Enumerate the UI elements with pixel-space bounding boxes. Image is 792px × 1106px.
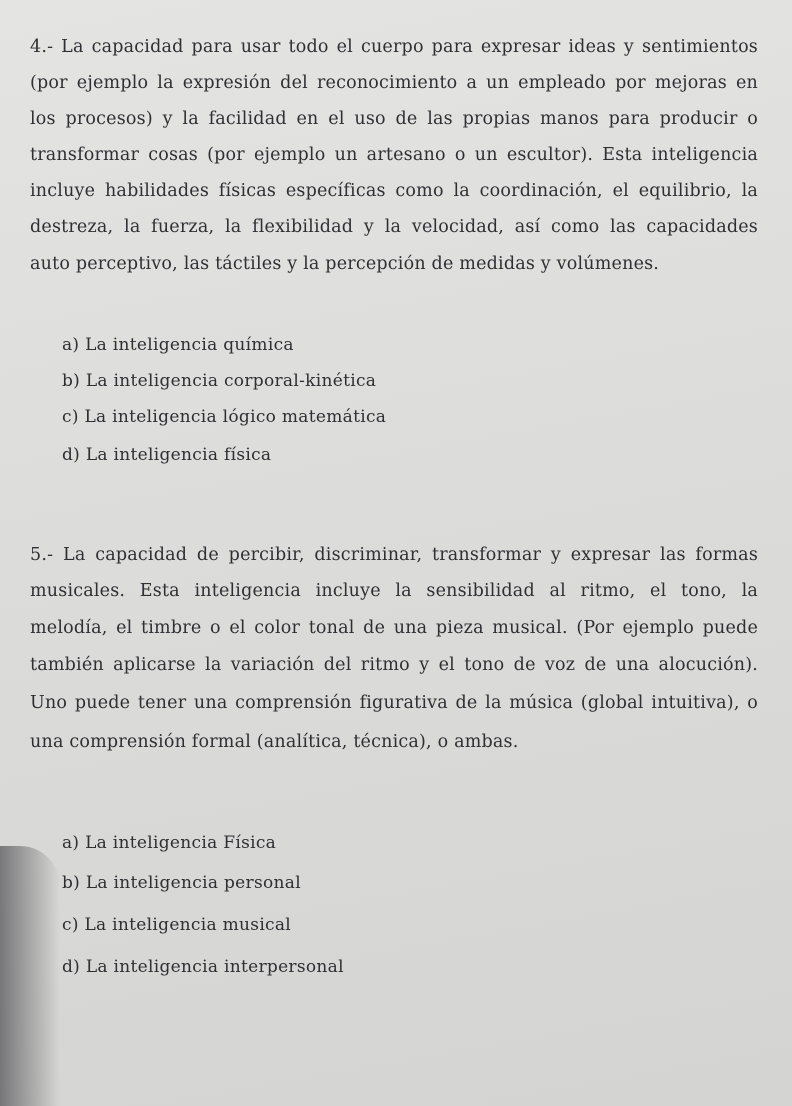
option-a[interactable]: a) La inteligencia Física	[62, 833, 277, 853]
option-d[interactable]: d) La inteligencia interpersonal	[62, 957, 344, 977]
question-4-line: auto perceptivo, las táctiles y la percepción de medidas y volúmenes.	[30, 254, 660, 274]
option-c[interactable]: c) La inteligencia lógico matemática	[62, 407, 387, 427]
question-4-line: (por ejemplo la expresión del reconocimiento a un empleado por mejoras en	[30, 73, 758, 93]
question-4-line: transformar cosas (por ejemplo un artesano o un escultor). Esta inteligencia	[30, 145, 758, 165]
question-5-line: musicales. Esta inteligencia incluye la sensibilidad al ritmo, el tono, la	[30, 581, 758, 601]
question-5-line: Uno puede tener una comprensión figurativa de la música (global intuitiva), o	[30, 693, 758, 713]
option-a[interactable]: a) La inteligencia química	[62, 335, 294, 355]
option-b[interactable]: b) La inteligencia personal	[62, 873, 301, 893]
option-c[interactable]: c) La inteligencia musical	[62, 915, 292, 935]
option-d[interactable]: d) La inteligencia física	[62, 445, 272, 465]
question-5-line: también aplicarse la variación del ritmo y el tono de voz de una alocución).	[30, 655, 758, 675]
question-4-line: los procesos) y la facilidad en el uso de las propias manos para producir o	[30, 109, 758, 129]
question-5-line: una comprensión formal (analítica, técnica), o ambas.	[30, 732, 519, 752]
finger-shadow	[0, 846, 60, 1106]
question-4-line: incluye habilidades físicas específicas como la coordinación, el equilibrio, la	[30, 181, 758, 201]
option-b[interactable]: b) La inteligencia corporal-kinética	[62, 371, 377, 391]
question-5-line: melodía, el timbre o el color tonal de una pieza musical. (Por ejemplo puede	[30, 618, 758, 638]
question-4-line: 4.- La capacidad para usar todo el cuerpo para expresar ideas y sentimientos	[30, 37, 758, 57]
question-5-line: 5.- La capacidad de percibir, discriminar, transformar y expresar las formas	[30, 545, 758, 565]
question-4-line: destreza, la fuerza, la flexibilidad y la velocidad, así como las capacidades	[30, 217, 758, 237]
